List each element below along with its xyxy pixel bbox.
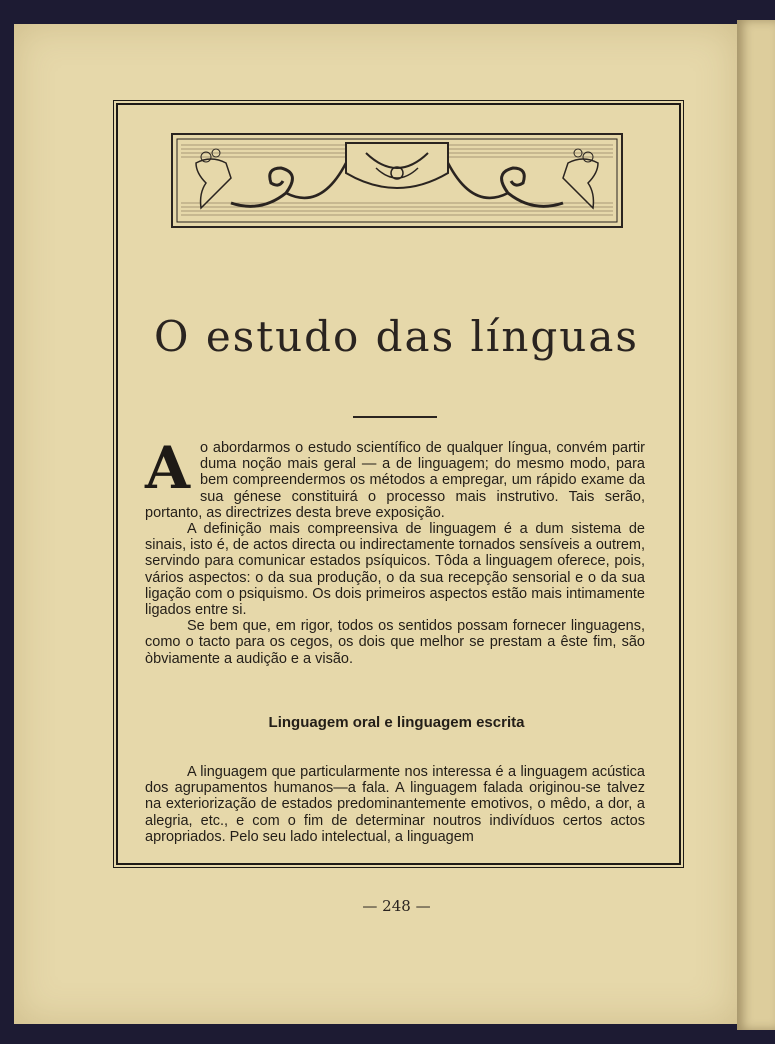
decorative-header-ornament <box>171 133 623 228</box>
paragraph-2: A definição mais compreensiva de linguagem é a dum sistema de sinais, isto é, de actos directa ou indirectamente tornados sensíveis a outrem, servindo para comunicar estados psíquicos. Tôda a linguagem oferece, pois, vários aspectos: o da sua produção, o da sua recepção sensorial e o da sua ligação com o psiquismo. Os dois primeiros aspectos estão mais intimamente ligados entre si. <box>145 521 645 619</box>
adjacent-page-edge <box>737 20 775 1030</box>
paragraph-1-text: o abordarmos o estudo scientífico de qualquer língua, convém partir duma noção mais geral — a de linguagem; do mesmo modo, para bem compreendermos os métodos a empregar, um rápido exame da sua génese constituirá o processo mais instrutivo. Tais serão, portanto, as directrizes desta breve exposição. <box>145 440 645 521</box>
article-title: O estudo das línguas <box>154 312 639 361</box>
drop-cap: A <box>145 434 191 502</box>
paragraph-3: Se bem que, em rigor, todos os sentidos possam fornecer linguagens, como o tacto para os cegos, os dois que melhor se prestam a êste fim, são òbviamente a audição e a visão. <box>145 618 645 667</box>
title-divider <box>353 416 437 418</box>
section-body <box>145 764 645 845</box>
page-number: — 248 — <box>362 897 431 915</box>
section-heading: Linguagem oral e linguagem escrita <box>268 714 525 731</box>
article-body <box>145 434 645 667</box>
paragraph-1 <box>145 434 645 521</box>
paragraph-4: A linguagem que particularmente nos interessa é a linguagem acústica dos agrupamentos humanos—a fala. A linguagem falada originou-se talvez na exteriorização de estados predominantemente emotivos, o mêdo, a dor, a alegria, etc., e com o fim de determinar noutros indivíduos certos actos apropriados. Pelo seu lado intelectual, a linguagem <box>145 764 645 845</box>
